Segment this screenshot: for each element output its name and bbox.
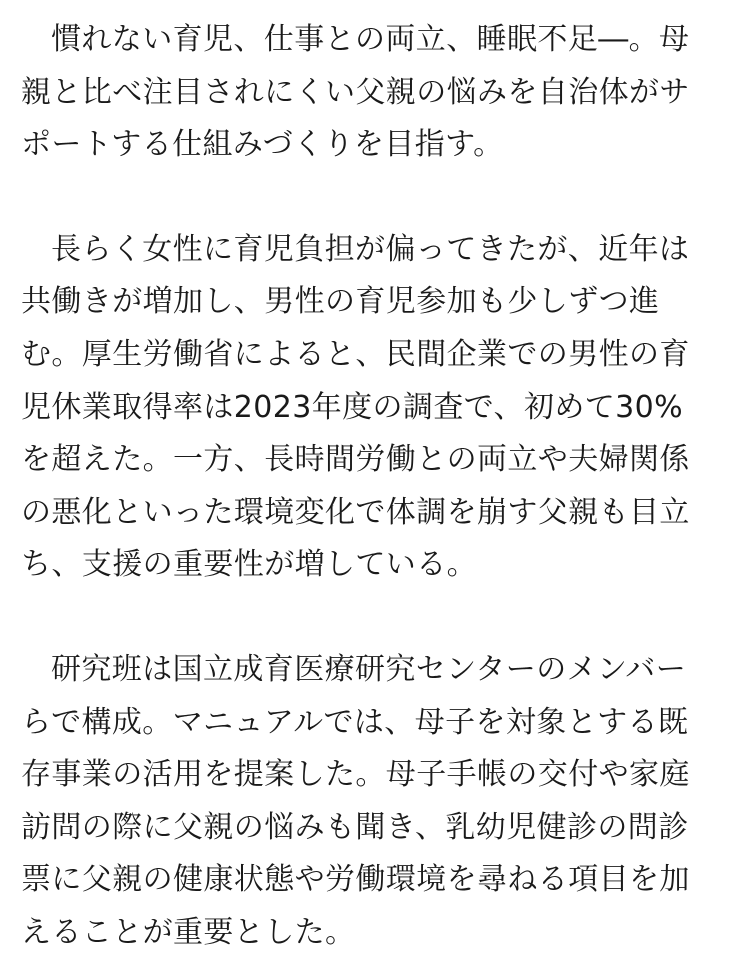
article-paragraph-1: 慣れない育児、仕事との両立、睡眠不足―。母 親と比べ注目されにくい父親の悩みを自治体がサ ポートする仕組みづくりを目指す。 — [21, 22, 690, 163]
article-paragraph-3: 研究班は国立成育医療研究センターのメンバー らで構成。マニュアルでは、母子を対象とする既 存事業の活用を提案した。母子手帳の交付や家庭 訪問の際に父親の悩みも聞き、乳幼児健診の問診 票に父親の健康状態や労働環境を尋ねる項目を加 えることが重要とした。 — [21, 651, 690, 950]
article-paragraph-2: 長らく女性に育児負担が偏ってきたが、近年は 共働きが増加し、男性の育児参加も少しずつ進 む。厚生労働省によると、民間企業での男性の育 児休業取得率は2023年度の調査で、初めて30% を超えた。一方、長時間労働との両立や夫婦関係 の悪化といった環境変化で体調を崩す父親も目立 ち、支援の重要性が増している。 — [21, 231, 690, 583]
article-body — [21, 14, 733, 960]
